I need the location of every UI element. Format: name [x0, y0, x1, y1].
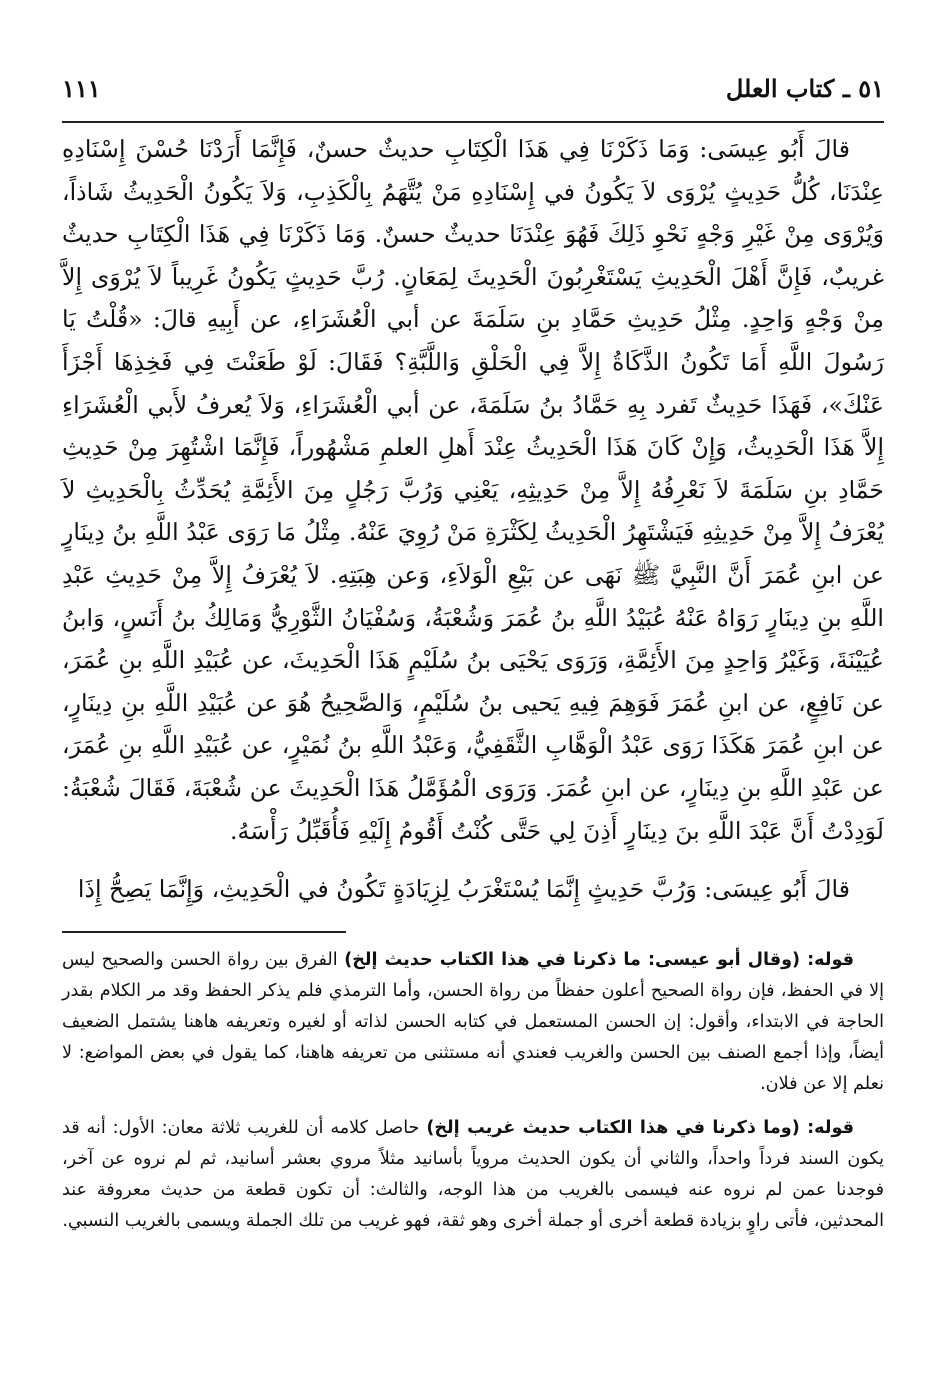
- commentary-notes: [62, 945, 884, 1237]
- main-text: [62, 128, 884, 911]
- note-1-text: الفرق بين رواة الحسن والصحيح ليس إلا في الحفظ، فإن رواة الصحيح أعلون حفظاً من رواة الحسن، وأما الترمذي فلم يذكر الحفظ وقد مر الكلام بقدر الحاجة في الابتداء، وأقول: إن الحسن المستعمل في كتابه الحسن لذاته أو لغيره وتعريفه هاهنا يشتمل الضعيف أيضاً، وإذا أجمع الصنف بين الحسن والغريب فعندي أنه مستثنى من تعريفه هاهنا، كما يقول في بعض المواضع: لا نعلم إلا عن فلان.: [62, 950, 884, 1094]
- page-number: ١١١: [62, 74, 101, 103]
- chapter-title: ٥١ ـ كتاب العلل: [725, 74, 884, 103]
- note-2-label: قوله: (وما ذكرنا في هذا الكتاب حديث غريب إلخ): [426, 1118, 855, 1138]
- main-paragraph-1: قالَ أَبُو عِيسَى: وَمَا ذَكَرْنَا فِي هَذَا الْكِتَابِ حديثٌ حسنٌ، فَإِنَّمَا أَرَدْنَا حُسْنَ إِسْنَادِهِ عِنْدَنَا، كُلُّ حَدِيثٍ يُرْوَى لاَ يَكُونُ في إِسْنَادِهِ مَنْ يُتَّهَمُ بِالْكَذِبِ، وَلاَ يَكُونُ الْحَدِيثُ شَاذاً، وَيُرْوَى مِنْ غَيْرِ وَجْهٍ نَحْوِ ذَلِكَ فَهُوَ عِنْدَنَا حديثٌ حسنٌ. وَمَا ذَكَرْنَا فِي هَذَا الْكِتَابِ حديثٌ غريبٌ، فَإِنَّ أَهْلَ الْحَدِيثِ يَسْتَغْرِبُونَ الْحَدِيثَ لِمَعَانٍ. رُبَّ حَدِيثٍ يَكُونُ غَرِيباً لاَ يُرْوَى إِلاَّ مِنْ وَجْهٍ وَاحِدٍ. مِثْلُ حَدِيثِ حَمَّادِ بنِ سَلَمَةَ عن أبي الْعُشَرَاءِ، عن أَبِيهِ قالَ: «قُلْتُ يَا رَسُولَ اللَّهِ أَمَا تَكُونُ الذَّكَاةُ إِلاَّ فِي الْحَلْقِ وَاللَّبَّةِ؟ فَقَالَ: لَوْ طَعَنْتَ فِي فَخِذِهَا أَجْزَأَ عَنْكَ»، فَهَذَا حَدِيثٌ تَفرد بِهِ حَمَّادُ بنُ سَلَمَةَ، عن أبي الْعُشَرَاءِ، وَلاَ يُعرفُ لأَبي الْعُشَرَاءِ إِلاَّ هَذَا الْحَدِيثُ، وَإِنْ كَانَ هَذَا الْحَدِيثُ عِنْدَ أَهلِ العلمِ مَشْهُوراً، فَإِنَّمَا اشْتُهِرَ مِنْ حَدِيثِ حَمَّادِ بنِ سَلَمَةَ لاَ نَعْرِفُهُ إِلاَّ مِنْ حَدِيثِهِ، يَعْنِي وَرُبَّ رَجُلٍ مِنَ الأَئِمَّةِ يُحَدِّثُ بِالْحَدِيثِ لاَ يُعْرَفُ إِلاَّ مِنْ حَدِيثِهِ فَيَشْتَهِرُ الْحَدِيثُ لِكَثْرَةِ مَنْ رُوِيَ عَنْهُ. مِثْلُ مَا رَوَى عَبْدُ اللَّهِ بنُ دِينَارٍ عن ابنِ عُمَرَ أَنَّ النَّبِيَّ ﷺ نَهَى عن بَيْعِ الْوَلاَءِ، وَعن هِبَتِهِ. لاَ يُعْرَفُ إِلاَّ مِنْ حَدِيثِ عَبْدِ اللَّهِ بنِ دِينَارٍ رَوَاهُ عَنْهُ عُبَيْدُ اللَّهِ بنُ عُمَرَ وَشُعْبَةُ، وَسُفْيَانُ الثَّوْرِيُّ وَمَالِكُ بنُ أَنَسٍ، وَابنُ عُيَيْنَةَ، وَغَيْرُ وَاحِدٍ مِنَ الأَئِمَّةِ، وَرَوَى يَحْيَى بنُ سُلَيْمٍ هَذَا الْحَدِيثَ، عن عُبَيْدِ اللَّهِ بنِ عُمَرَ، عن نَافِعٍ، عن ابنِ عُمَرَ فَوَهِمَ فِيهِ يَحيى بنُ سُلَيْمٍ، وَالصَّحِيحُ هُوَ عن عُبَيْدِ اللَّهِ بنِ دِينَارٍ، عن ابنِ عُمَرَ هَكَذَا رَوَى عَبْدُ الْوَهَّابِ الثَّقَفِيُّ، وَعَبْدُ اللَّهِ بنُ نُمَيْرٍ، عن عُبَيْدِ اللَّهِ بنِ عُمَرَ، عن عَبْدِ اللَّهِ بنِ دِينَارٍ، عن ابنِ عُمَرَ. وَرَوَى الْمُؤَمَّلُ هَذَا الْحَدِيثَ عن شُعْبَةَ، فَقَالَ شُعْبَةُ: لَوَدِدْتُ أَنَّ عَبْدَ اللَّهِ بنَ دِينَارٍ أَذِنَ لِي حَتَّى كُنْتُ أَقُومُ إِلَيْهِ فَأُقَبِّلُ رَأْسَهُ.: [62, 135, 885, 845]
- footnote-separator: [62, 931, 346, 933]
- header-rule: [62, 121, 884, 123]
- page-header: [62, 70, 884, 110]
- note-2-text: حاصل كلامه أن للغريب ثلاثة معان: الأول: أنه قد يكون السند فرداً واحداً، والثاني أن يكون الحديث مروياً بأسانيد مثلاً مروي بعشر أسانيد، ثم لم نروه عن آخر، فوجدنا عمن لم نروه عنه فيسمى بالغريب من هذا الوجه، والثالث: أن تكون قطعة من حديث معروفة عند المحدثين، فأتى راوٍ بزيادة قطعة أخرى أو جملة أخرى وهو ثقة، فهو غريب من تلك الجملة ويسمى بالغريب النسبي.: [62, 1118, 884, 1231]
- main-paragraph-2: قالَ أَبُو عِيسَى: وَرُبَّ حَدِيثٍ إِنَّمَا يُسْتَغْرَبُ لِزِيَادَةٍ تَكُونُ في الْحَدِيثِ، وَإِنَّمَا يَصِحُّ إِذَا: [77, 875, 850, 904]
- commentary-note-2: [62, 1113, 884, 1237]
- note-1-label: قوله: (وقال أبو عيسى: ما ذكرنا في هذا الكتاب حديث إلخ): [344, 950, 854, 970]
- commentary-note-1: [62, 945, 884, 1100]
